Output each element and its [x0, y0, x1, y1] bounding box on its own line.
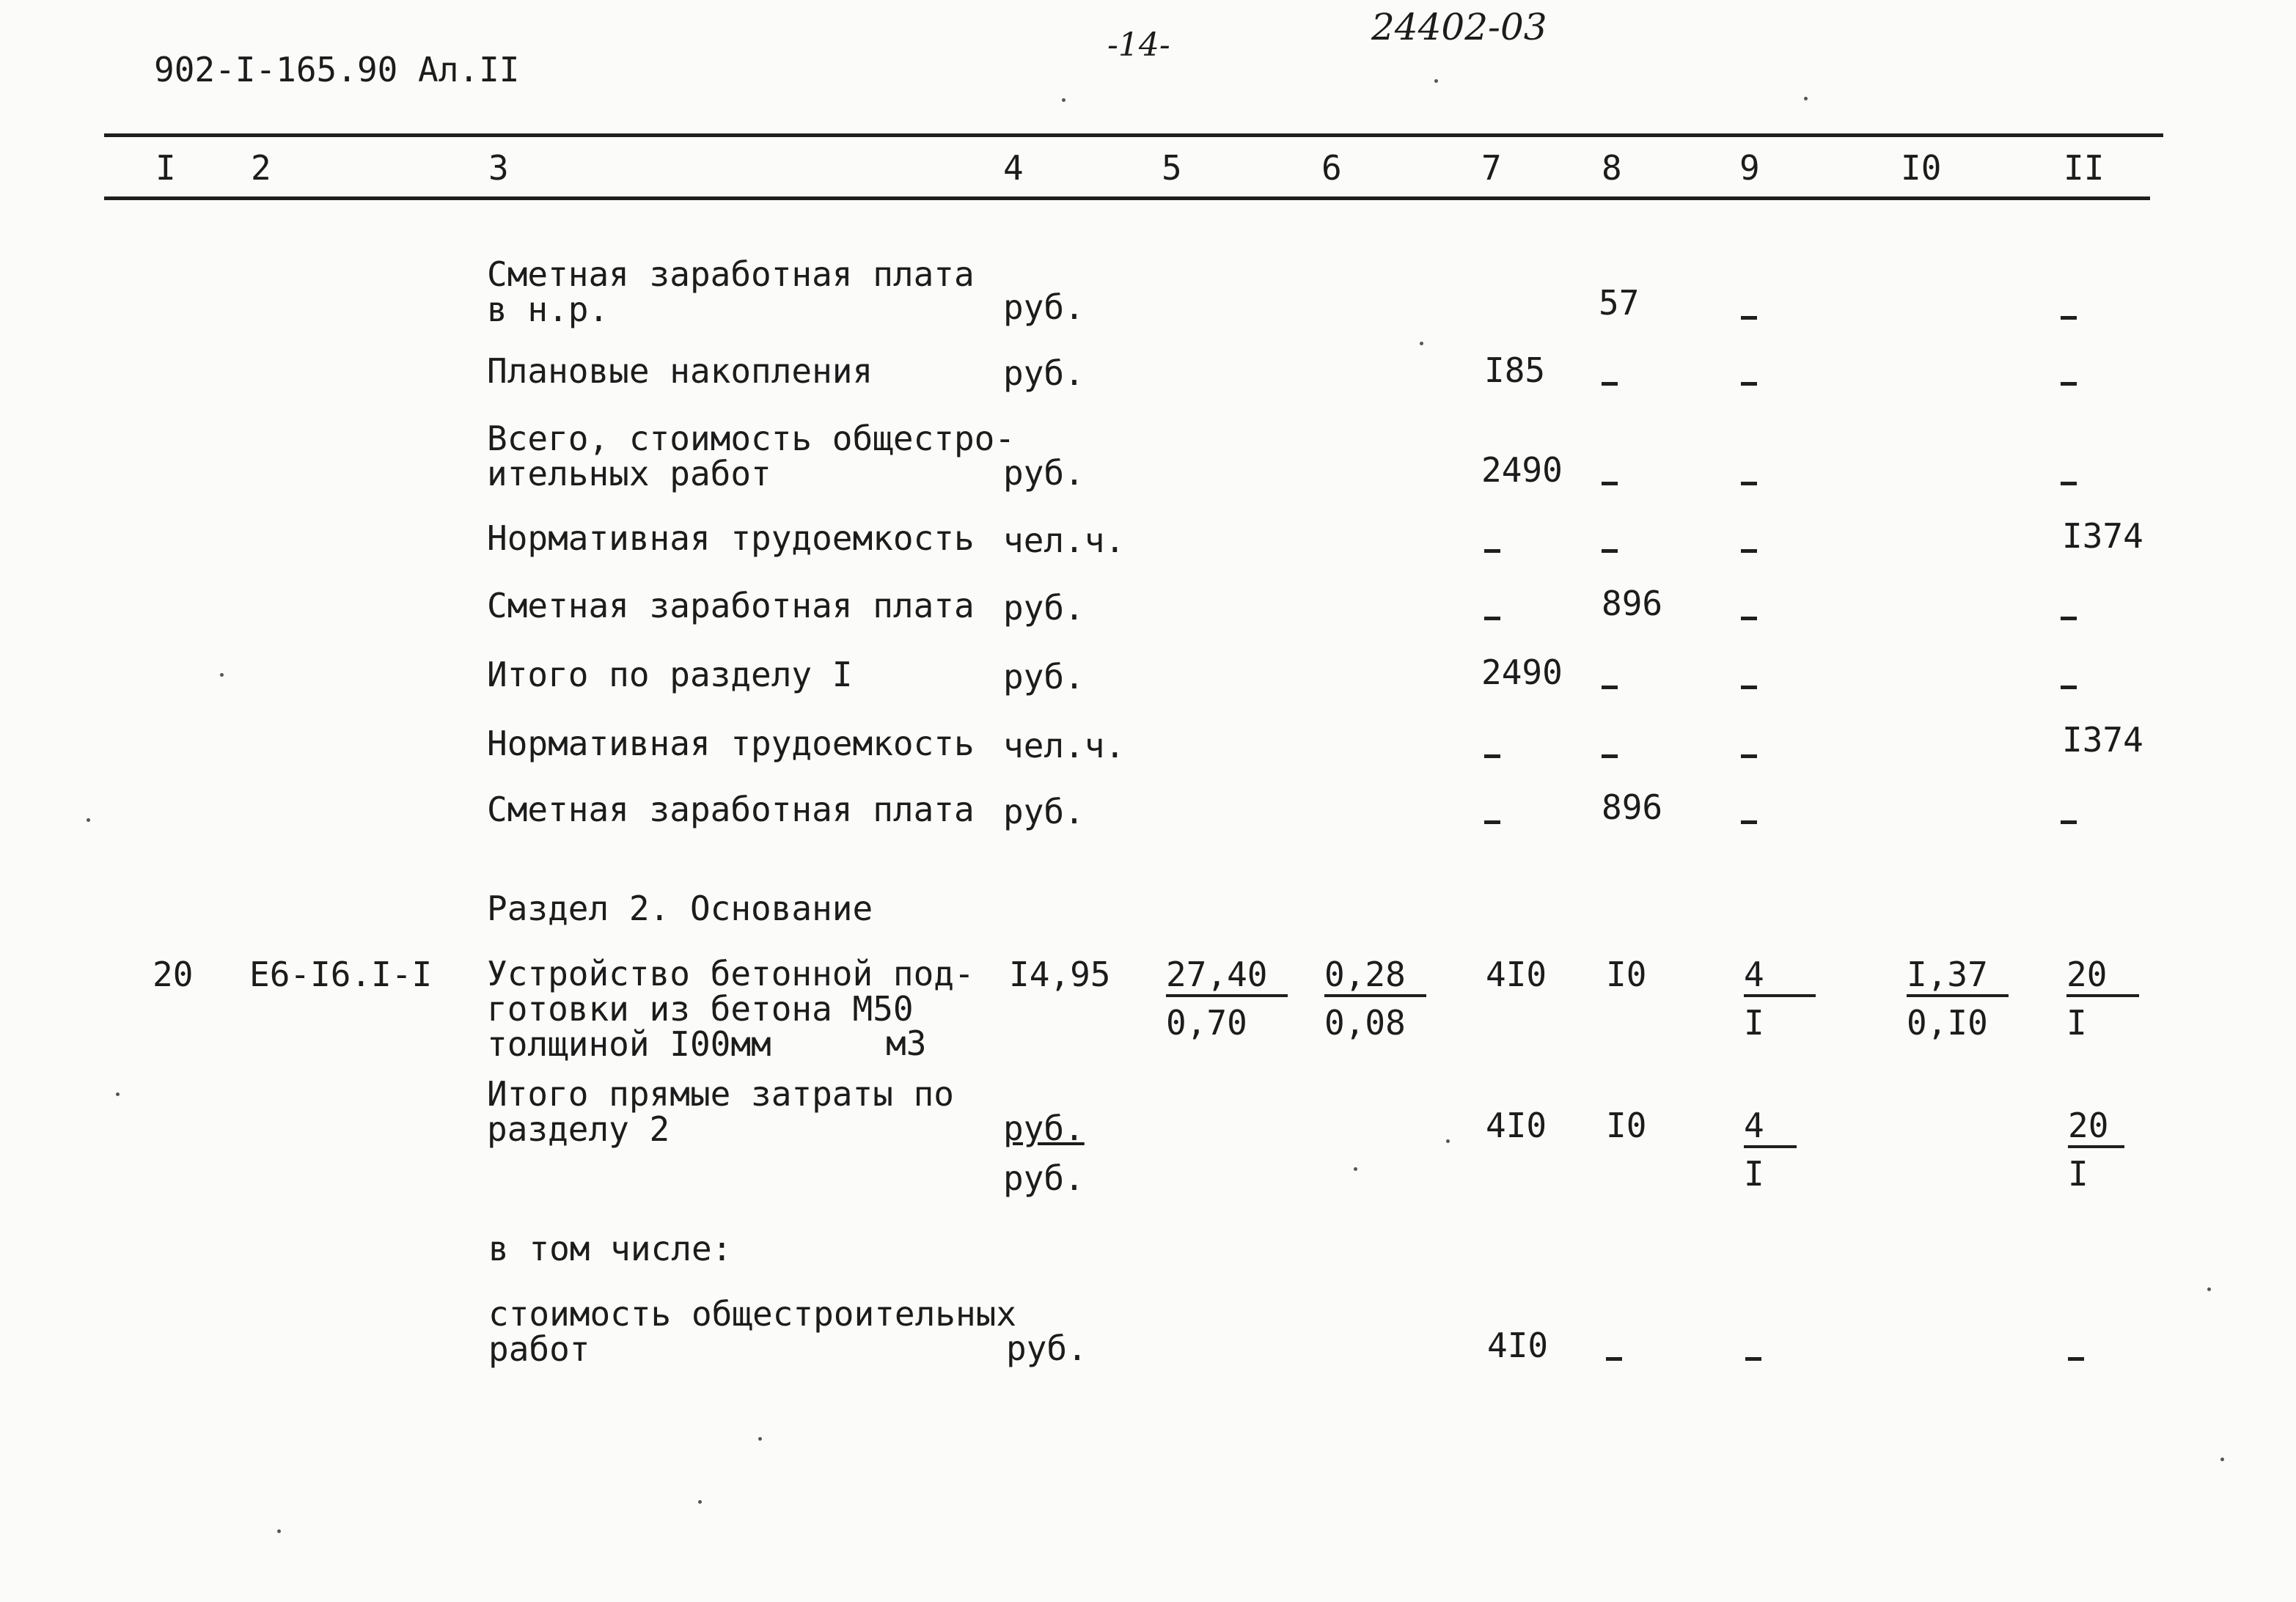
dash-mark — [1602, 754, 1618, 758]
column-header: 6 — [1321, 148, 1342, 188]
item-col8: I0 — [1606, 955, 1647, 994]
scan-speck — [1420, 342, 1423, 345]
row-unit: чел.ч. — [1003, 726, 1126, 765]
page-number: -14- — [1107, 26, 1170, 64]
row-col8 — [1602, 356, 1618, 390]
dash-mark — [1602, 382, 1618, 386]
row-col11 — [2061, 290, 2077, 324]
scan-speck — [220, 673, 224, 677]
row-col9 — [1741, 456, 1757, 490]
dash-mark — [1741, 316, 1757, 320]
column-header: 5 — [1162, 148, 1182, 188]
row-col8 — [1602, 523, 1618, 557]
item-col9-fraction — [1744, 955, 1816, 1043]
row-col7 — [1484, 729, 1500, 763]
column-header: 9 — [1739, 148, 1760, 188]
fraction-numerator: 0,28 — [1324, 958, 1426, 997]
column-header: II — [2064, 148, 2105, 188]
row-col7 — [1484, 591, 1500, 625]
item-col5-fraction — [1166, 955, 1288, 1043]
row-col8 — [1602, 729, 1618, 763]
row-col8 — [1602, 456, 1618, 490]
scan-speck — [2220, 1458, 2224, 1461]
row-col7 — [1484, 523, 1500, 557]
row-col8: 57 — [1599, 283, 1640, 323]
dash-mark — [2061, 382, 2077, 386]
item-number: 20 — [153, 955, 194, 994]
dash-mark — [1741, 482, 1757, 485]
fraction-denominator: I — [1744, 1154, 1764, 1194]
general-works-col11 — [2068, 1331, 2084, 1365]
dash-mark — [1484, 617, 1500, 620]
dash-mark — [2068, 1357, 2084, 1361]
fraction-numerator: I,37 — [1907, 958, 2009, 997]
row-col8: 896 — [1602, 584, 1663, 623]
item-col10-fraction — [1907, 955, 2009, 1043]
row-col11 — [2061, 591, 2077, 625]
fraction-numerator: 4 — [1744, 1109, 1797, 1148]
fraction-denominator: I — [2068, 1154, 2088, 1194]
general-works-unit: руб. — [1006, 1329, 1088, 1368]
fraction-numerator: 27,40 — [1166, 958, 1288, 997]
scan-speck — [87, 818, 90, 822]
dash-mark — [1602, 686, 1618, 689]
row-label: Нормативная трудоемкость — [487, 724, 975, 763]
column-header: 2 — [251, 148, 271, 188]
row-col7 — [1484, 795, 1500, 828]
section-total-unit-2: руб. — [1003, 1158, 1085, 1198]
dash-mark — [1484, 820, 1500, 824]
row-col7: 2490 — [1481, 450, 1563, 490]
handwritten-inventory-number: 24402-03 — [1371, 6, 1547, 48]
section-total-col8: I0 — [1606, 1106, 1647, 1145]
dash-mark — [2061, 316, 2077, 320]
scan-speck — [1804, 97, 1808, 100]
row-unit: руб. — [1003, 453, 1085, 493]
dash-mark — [2061, 686, 2077, 689]
row-col11 — [2061, 456, 2077, 490]
dash-mark — [1602, 549, 1618, 553]
dash-mark — [1741, 754, 1757, 758]
fraction-numerator: 20 — [2068, 1109, 2124, 1148]
row-label: Итого по разделу I — [487, 655, 853, 694]
dash-mark — [1741, 382, 1757, 386]
row-col9 — [1741, 795, 1757, 828]
including-label: в том числе: — [488, 1229, 733, 1268]
fraction-denominator: 0,70 — [1166, 1003, 1247, 1043]
section-total-col11-fraction — [2068, 1106, 2124, 1194]
scan-speck — [2207, 1287, 2211, 1291]
general-works-col9 — [1745, 1331, 1761, 1365]
row-unit: руб. — [1003, 353, 1085, 393]
dash-mark — [1745, 1357, 1761, 1361]
item-label: Устройство бетонной под- готовки из бетона М50 толщиной I00мм — [487, 954, 975, 1064]
row-unit: руб. — [1003, 287, 1085, 327]
section-total-col7: 4I0 — [1486, 1106, 1547, 1145]
fraction-denominator: 0,08 — [1324, 1003, 1406, 1043]
section-total-col9-fraction — [1744, 1106, 1797, 1194]
dash-mark — [2061, 482, 2077, 485]
general-works-col7: 4I0 — [1487, 1326, 1549, 1365]
item-col7: 4I0 — [1486, 955, 1547, 994]
fraction-numerator: 20 — [2066, 958, 2139, 997]
column-header: 4 — [1003, 148, 1024, 188]
row-col9 — [1741, 290, 1757, 324]
scan-speck — [1434, 79, 1438, 83]
row-col9 — [1741, 591, 1757, 625]
dash-mark — [1484, 754, 1500, 758]
section-title: Раздел 2. Основание — [487, 889, 873, 928]
scan-speck — [1354, 1167, 1357, 1171]
item-col6-fraction — [1324, 955, 1426, 1043]
row-col8: 896 — [1602, 787, 1663, 827]
row-col9 — [1741, 356, 1757, 390]
fraction-denominator: 0,I0 — [1907, 1003, 1988, 1043]
row-label: Плановые накопления — [487, 351, 873, 391]
item-quantity: I4,95 — [1009, 955, 1111, 994]
fraction-numerator: 4 — [1744, 958, 1816, 997]
row-col11 — [2061, 356, 2077, 390]
column-header: 8 — [1602, 148, 1622, 188]
general-works-label: стоимость общестроительных работ — [488, 1294, 1017, 1369]
row-col8 — [1602, 660, 1618, 694]
column-header: I0 — [1901, 148, 1942, 188]
column-header: 3 — [488, 148, 509, 188]
dash-mark — [2061, 820, 2077, 824]
dash-mark — [1484, 549, 1500, 553]
item-code: Е6-I6.I-I — [249, 955, 433, 994]
document-code: 902-I-165.90 Ал.II — [154, 50, 520, 89]
row-col11 — [2061, 660, 2077, 694]
section-total-unit: руб. — [1003, 1109, 1085, 1148]
scan-speck — [1062, 98, 1066, 102]
row-label: Сметная заработная плата — [487, 586, 975, 625]
general-works-col8 — [1606, 1331, 1622, 1365]
dash-mark — [1741, 617, 1757, 620]
scan-speck — [698, 1500, 702, 1504]
dash-mark — [1741, 549, 1757, 553]
row-unit: руб. — [1003, 792, 1085, 831]
row-col11 — [2061, 795, 2077, 828]
dash-mark — [1741, 686, 1757, 689]
scan-speck — [277, 1529, 281, 1533]
row-unit: чел.ч. — [1003, 521, 1126, 560]
column-header: 7 — [1481, 148, 1502, 188]
row-label: Нормативная трудоемкость — [487, 518, 975, 558]
fraction-denominator: I — [1744, 1003, 1764, 1043]
fraction-denominator: I — [2066, 1003, 2087, 1043]
row-col7: 2490 — [1481, 653, 1563, 692]
section-total-label: Итого прямые затраты по разделу 2 — [487, 1074, 954, 1149]
scan-speck — [116, 1092, 120, 1096]
dash-mark — [1602, 482, 1618, 485]
dash-mark — [1606, 1357, 1622, 1361]
table-top-rule — [104, 133, 2163, 137]
row-label: Всего, стоимость общестро- ительных работ — [487, 419, 1016, 493]
row-label: Сметная заработная плата — [487, 790, 975, 829]
row-unit: руб. — [1003, 588, 1085, 628]
table-header-rule — [104, 196, 2150, 200]
item-unit: м3 — [886, 1024, 927, 1063]
dash-mark — [1741, 820, 1757, 824]
item-col11-fraction — [2066, 955, 2139, 1043]
row-col9 — [1741, 729, 1757, 763]
row-unit: руб. — [1003, 657, 1085, 697]
row-col11: I374 — [2062, 720, 2143, 760]
row-col7: I85 — [1484, 350, 1546, 390]
row-col9 — [1741, 523, 1757, 557]
row-col11: I374 — [2062, 516, 2143, 556]
column-header: I — [155, 148, 176, 188]
scan-speck — [1446, 1139, 1450, 1143]
row-col9 — [1741, 660, 1757, 694]
scan-speck — [758, 1437, 762, 1441]
row-label: Сметная заработная плата в н.р. — [487, 254, 975, 329]
dash-mark — [2061, 617, 2077, 620]
